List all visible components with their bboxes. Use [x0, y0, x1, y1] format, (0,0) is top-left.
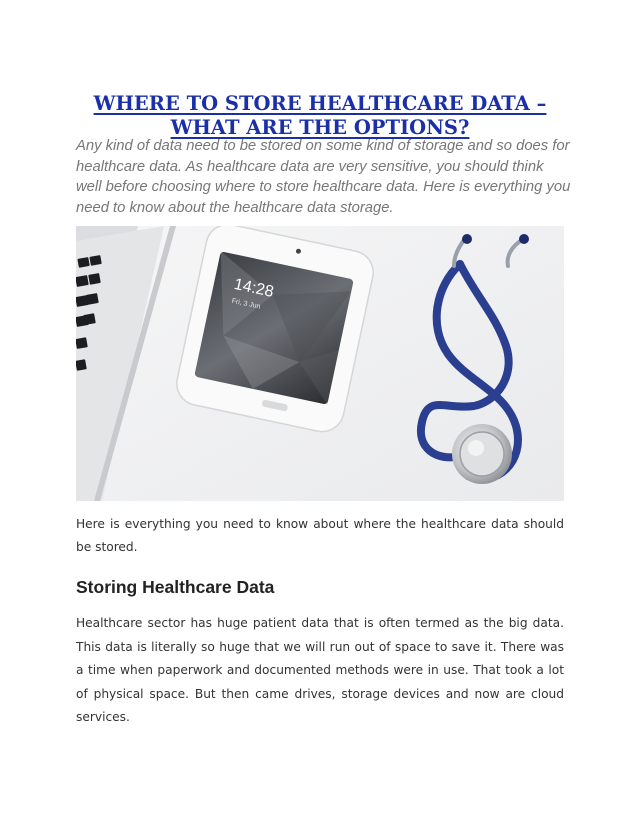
stethoscope-chestpiece: [452, 424, 512, 484]
hero-image: [76, 226, 564, 501]
section-paragraph: Healthcare sector has huge patient data that is often termed as the big data. This data is literally so huge that we will run out of space to save it. There was a time when paperwork and documented methods were in use. That took a lot of physical space. But then came drives, storage devices and now are cloud services.: [76, 616, 564, 724]
section-heading: Storing Healthcare Data: [76, 577, 275, 597]
image-caption: Here is everything you need to know about where the healthcare data should be stored.: [76, 517, 564, 554]
intro-paragraph: Any kind of data need to be stored on some kind of storage and so does for healthcare data. As healthcare data are very sensitive, you should think well before choosing where to store healthcare data. Here is everything you need to know about the healthcare data storage.: [76, 138, 571, 216]
phone-date: Fri, 3 Jun: [230, 297, 261, 311]
hero-illustration: [76, 226, 564, 501]
article-title: WHERE TO STORE HEALTHCARE DATA – WHAT ARE THE OPTIONS?: [93, 92, 547, 140]
phone-clock: 14:28: [232, 275, 276, 301]
